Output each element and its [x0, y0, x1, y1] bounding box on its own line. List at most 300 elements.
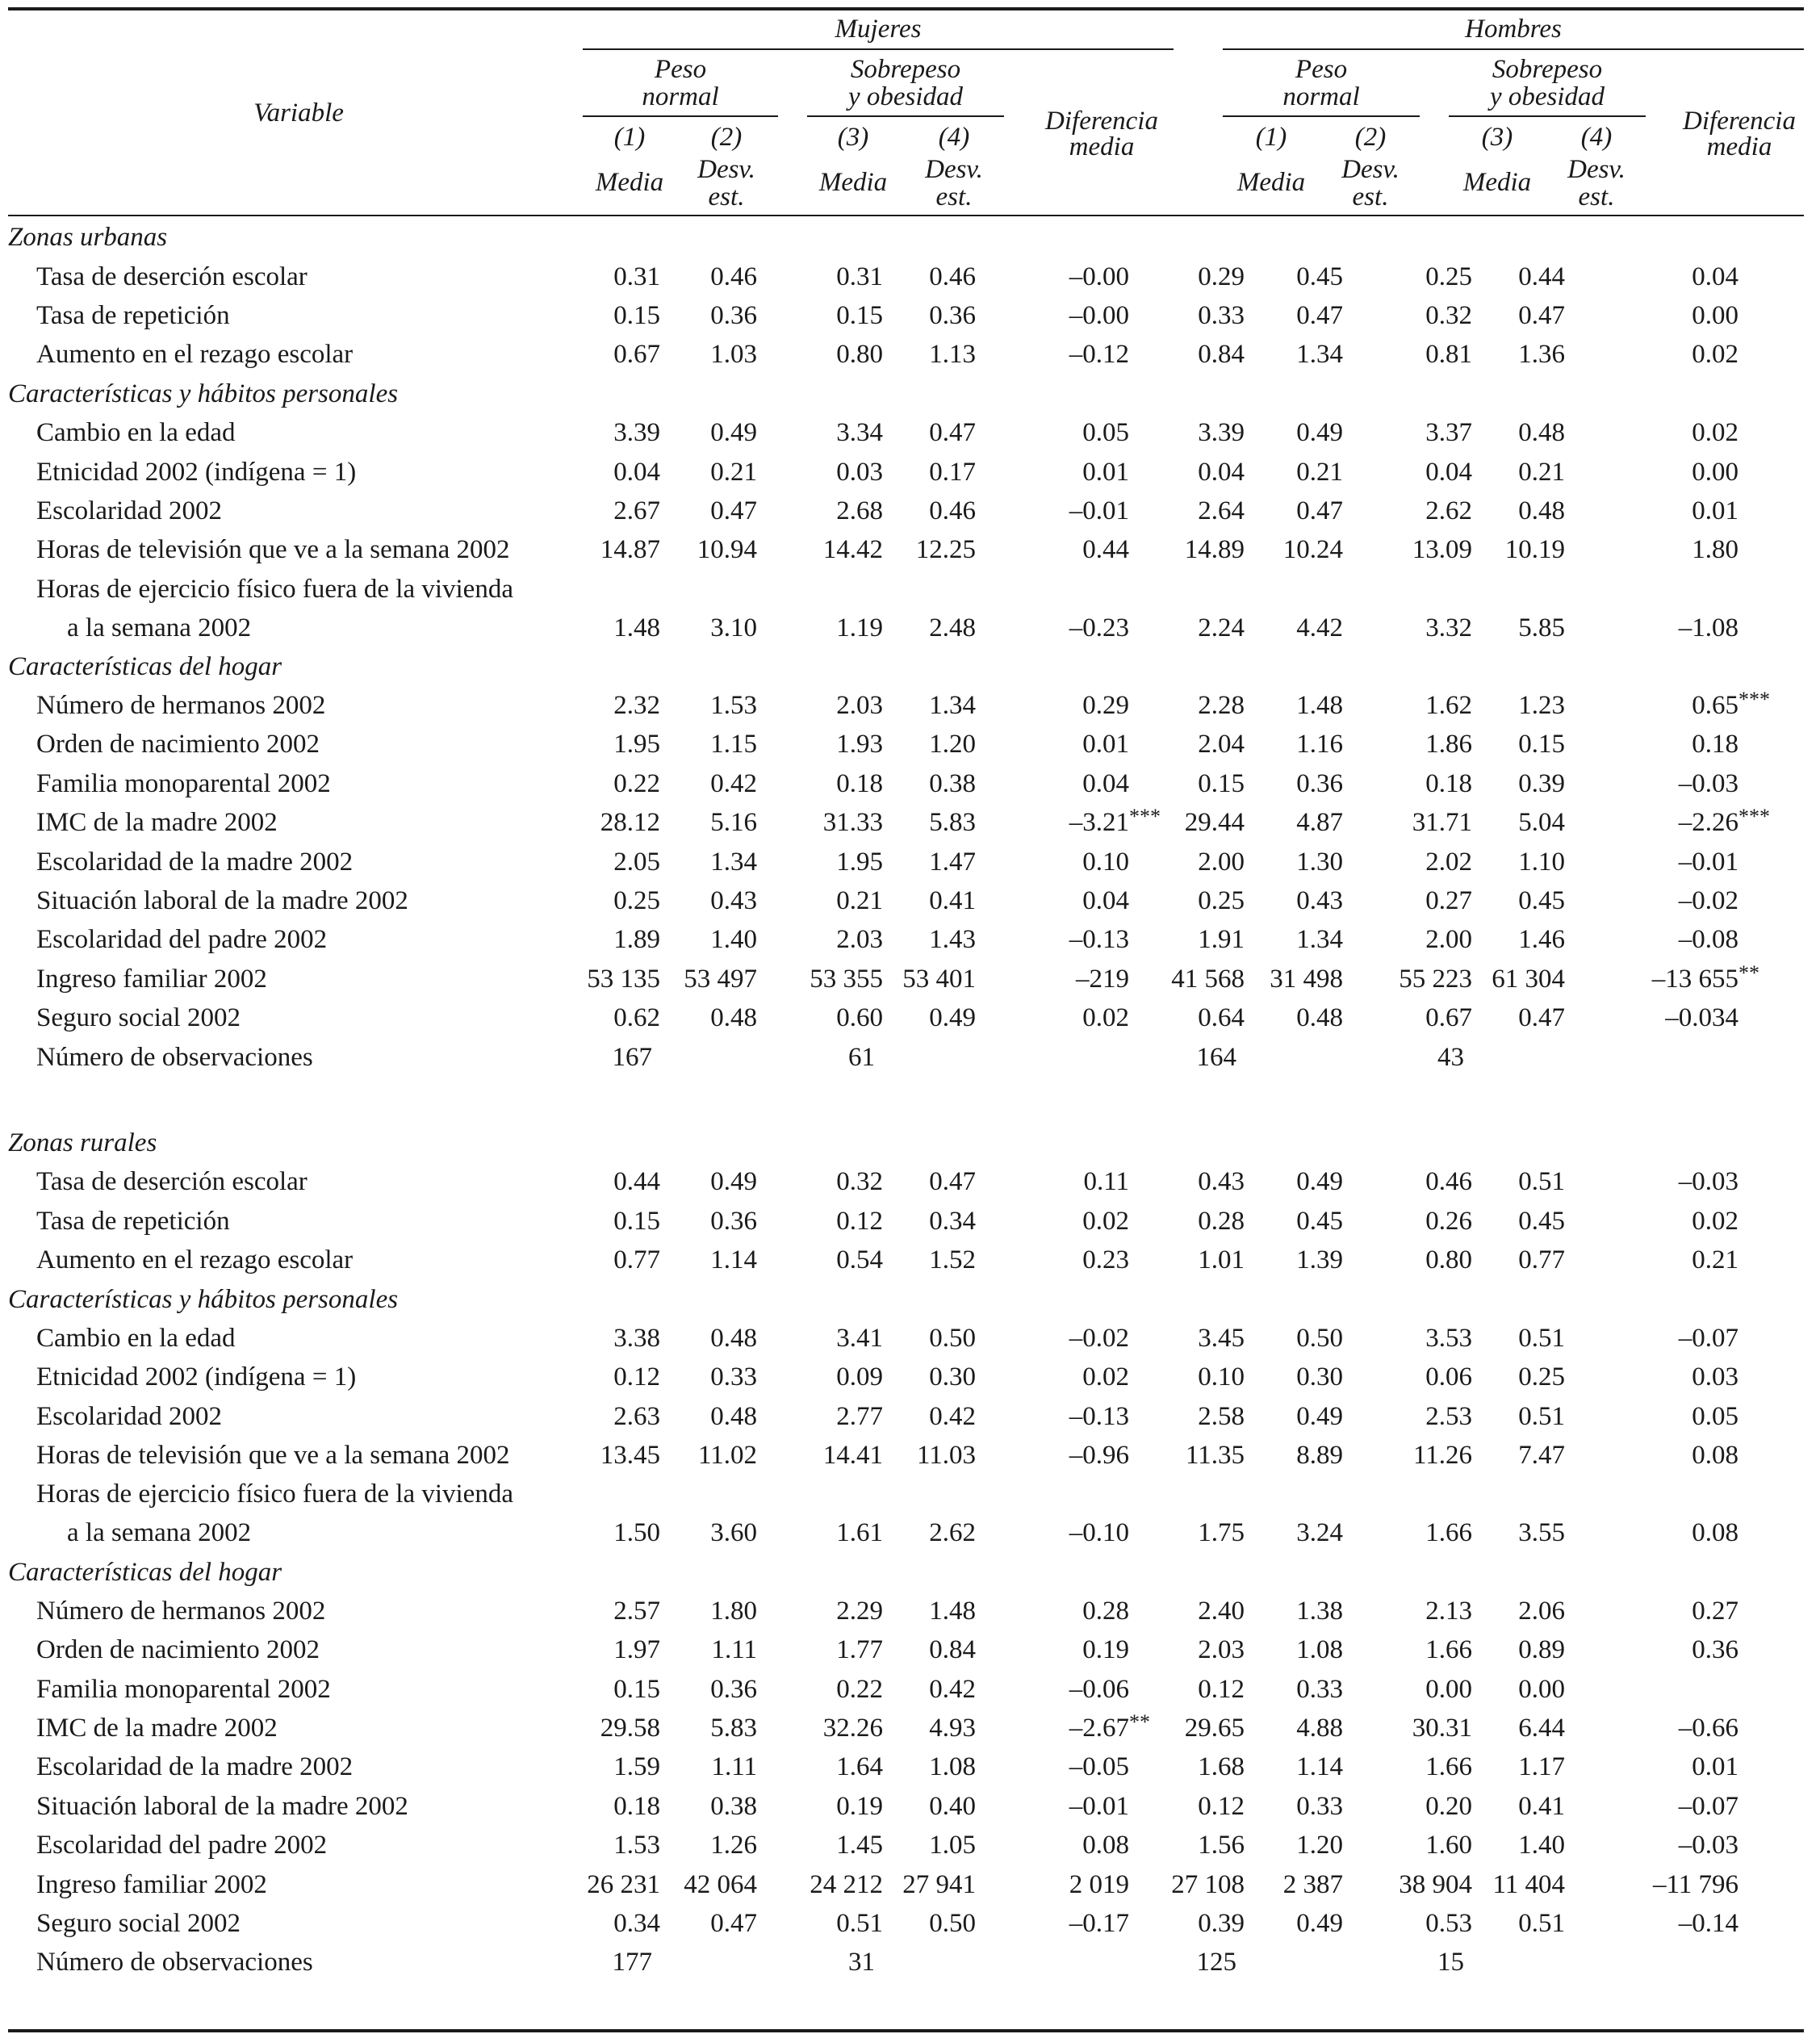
- mujeres-diferencia: [976, 686, 1129, 725]
- hombres-col-2: [1245, 842, 1343, 881]
- mujeres-col-4: [883, 1241, 976, 1279]
- cell-value: 167: [612, 1042, 652, 1072]
- mujeres-col-4: [883, 725, 976, 764]
- mujeres-diferencia: [976, 764, 1129, 803]
- section-title: Zonas urbanas: [8, 223, 168, 253]
- hombres-col-3: [1343, 1787, 1472, 1826]
- mujeres-col-3: [757, 1709, 883, 1747]
- cell-value: 0.45: [1296, 262, 1343, 291]
- hombres-col-3: [1343, 335, 1472, 374]
- m-peso-rule: [583, 115, 778, 117]
- cell-value: 0.54: [836, 1245, 883, 1275]
- hombres-diferencia: [1565, 1709, 1738, 1747]
- header-group-hombres: Hombres: [1465, 15, 1562, 44]
- hombres-diferencia: [1565, 803, 1738, 842]
- significance-stars: [1129, 1864, 1153, 1903]
- cell-value: 0.02: [1692, 340, 1738, 370]
- cell-value: –219: [1076, 964, 1129, 994]
- cell-value: 4.42: [1296, 613, 1343, 642]
- hombres-col-1: [1153, 998, 1245, 1037]
- row-label: Horas de televisión que ve a la semana 2002: [36, 1441, 510, 1471]
- significance-stars: [1738, 803, 1820, 842]
- cell-value: 0.20: [1425, 1791, 1472, 1821]
- hombres-col-2: [1245, 1864, 1343, 1903]
- hombres-col-2: [1245, 1436, 1343, 1475]
- cell-value: 0.33: [1296, 1791, 1343, 1821]
- cell-value: 0.21: [1692, 1245, 1738, 1275]
- table-row: [0, 1670, 1820, 1709]
- cell-value: 1.93: [836, 730, 883, 760]
- significance-stars: [1738, 1358, 1820, 1396]
- table-row: [0, 1162, 1820, 1201]
- row-label: Escolaridad de la madre 2002: [36, 847, 354, 877]
- hombres-col-4: [1472, 1592, 1565, 1630]
- cell-value: 0.50: [929, 1909, 976, 1939]
- mujeres-col-1: [575, 686, 660, 725]
- mujeres-col-3: [757, 1397, 883, 1436]
- table-row: [0, 1864, 1820, 1903]
- mujeres-col-4: [883, 998, 976, 1037]
- cell-value: 0.42: [929, 1401, 976, 1431]
- mujeres-col-4: [883, 1864, 976, 1903]
- cell-value: –0.96: [1069, 1441, 1129, 1471]
- mujeres-col-4: [883, 1436, 976, 1475]
- mujeres-col-4: [883, 452, 976, 491]
- cell-value: 24 212: [810, 1869, 883, 1899]
- mujeres-col-3: [757, 530, 883, 569]
- hombres-col-3: [1343, 492, 1472, 530]
- hombres-col-2: [1245, 1709, 1343, 1747]
- group-title: Características del hogar: [8, 1557, 282, 1587]
- mujeres-col-4: [883, 1475, 976, 1552]
- cell-value: 0.31: [613, 262, 660, 291]
- table-row: [0, 1475, 1820, 1552]
- table-row: [0, 530, 1820, 569]
- mujeres-col-3: [757, 1202, 883, 1241]
- mujeres-col-2: [660, 413, 757, 452]
- cell-value: –0.03: [1678, 1831, 1738, 1860]
- mujeres-col-1: [575, 1241, 660, 1279]
- hombres-col-4: [1472, 257, 1565, 295]
- cell-value: 2.40: [1198, 1596, 1245, 1626]
- cell-value: 0.02: [1082, 1003, 1129, 1033]
- mujeres-col-4: [883, 570, 976, 647]
- hombres-col-3: [1343, 1864, 1472, 1903]
- cell-value: 2 387: [1282, 1869, 1343, 1899]
- cell-value: 2.53: [1425, 1401, 1472, 1431]
- table-row: [0, 1241, 1820, 1279]
- cell-value: 2.63: [613, 1401, 660, 1431]
- hombres-col-3: [1343, 998, 1472, 1037]
- hombres-col-4: [1472, 1162, 1565, 1201]
- cell-value: 31.33: [822, 808, 883, 838]
- table-row: [0, 881, 1820, 920]
- table-row: [0, 492, 1820, 530]
- cell-value: 53 135: [587, 964, 660, 994]
- mujeres-col-1: [575, 1630, 660, 1669]
- group-header-row: [0, 1279, 1820, 1318]
- cell-value: 0.32: [836, 1167, 883, 1197]
- mujeres-col-4: [883, 492, 976, 530]
- hombres-col-1: [1153, 960, 1245, 998]
- cell-value: 0.38: [710, 1791, 757, 1821]
- cell-value: 0.44: [1082, 535, 1129, 565]
- empty-cell: [660, 1943, 757, 1982]
- mujeres-diferencia: [976, 842, 1129, 881]
- cell-value: 1.20: [929, 730, 976, 760]
- table-row: [0, 1358, 1820, 1396]
- m-col-1: (1): [613, 123, 646, 152]
- mujeres-col-1: [575, 1358, 660, 1396]
- mujeres-col-3: [757, 725, 883, 764]
- cell-value: 0.48: [1518, 496, 1565, 525]
- cell-value: 0.30: [1296, 1362, 1343, 1392]
- cell-value: 1.48: [1296, 691, 1343, 721]
- mujeres-col-1: [575, 1826, 660, 1864]
- hombres-col-3: [1343, 1319, 1472, 1358]
- h-media-1: Media: [1236, 168, 1306, 197]
- cell-value: 14.42: [822, 535, 883, 565]
- h-desv-2b: est.: [1352, 182, 1389, 211]
- mujeres-col-3: [757, 686, 883, 725]
- mujeres-col-4: [883, 1592, 976, 1630]
- hombres-col-4: [1472, 1319, 1565, 1358]
- cell-value: 2.32: [613, 691, 660, 721]
- mujeres-col-2: [660, 1747, 757, 1786]
- cell-value: 43: [1437, 1042, 1464, 1072]
- cell-value: 2.02: [1425, 847, 1472, 877]
- cell-value: 11.03: [916, 1441, 976, 1471]
- mujeres-col-1: [575, 881, 660, 920]
- cell-value: 0.84: [929, 1635, 976, 1665]
- hombres-col-1: [1153, 1670, 1245, 1709]
- mujeres-col-4: [883, 960, 976, 998]
- row-label: Número de observaciones: [36, 1948, 313, 1978]
- cell-value: 27 108: [1171, 1869, 1245, 1899]
- significance-stars: [1738, 1162, 1820, 1201]
- mujeres-col-1: [575, 413, 660, 452]
- hombres-observations: [1153, 1943, 1245, 1982]
- hombres-col-4: [1472, 296, 1565, 335]
- mujeres-col-1: [575, 1670, 660, 1709]
- hombres-col-2: [1245, 1358, 1343, 1396]
- hombres-col-1: [1153, 803, 1245, 842]
- cell-value: 0.05: [1692, 1401, 1738, 1431]
- cell-value: 3.34: [836, 418, 883, 448]
- cell-value: –0.03: [1678, 768, 1738, 798]
- hombres-col-2: [1245, 492, 1343, 530]
- cell-value: 0.18: [1692, 730, 1738, 760]
- hombres-col-1: [1153, 452, 1245, 491]
- empty-cell: [976, 1037, 1129, 1076]
- mujeres-col-1: [575, 452, 660, 491]
- mujeres-diferencia: [976, 257, 1129, 295]
- cell-value: 0.12: [1198, 1791, 1245, 1821]
- cell-value: 5.16: [710, 808, 757, 838]
- mujeres-col-4: [883, 686, 976, 725]
- mujeres-col-4: [883, 1358, 976, 1396]
- hombres-diferencia: [1565, 492, 1738, 530]
- hombres-col-3: [1343, 296, 1472, 335]
- significance-stars: [1738, 452, 1820, 491]
- significance-stars: [1738, 257, 1820, 295]
- table-row: [0, 1202, 1820, 1241]
- table-row: [0, 257, 1820, 295]
- data-table: [0, 218, 1820, 1982]
- significance-stars: [1129, 803, 1161, 842]
- m-col-4: (4): [938, 123, 970, 152]
- significance-stars: [1129, 725, 1153, 764]
- hombres-col-2: [1245, 1630, 1343, 1669]
- empty-cell: [1565, 1037, 1738, 1076]
- cell-value: 13.45: [600, 1441, 660, 1471]
- mujeres-col-4: [883, 1787, 976, 1826]
- significance-stars: [1129, 1630, 1153, 1669]
- mujeres-col-1: [575, 1709, 660, 1747]
- mujeres-col-1: [575, 1436, 660, 1475]
- header-bottom-rule: [8, 215, 1804, 216]
- mujeres-col-2: [660, 1358, 757, 1396]
- cell-value: 0.15: [1518, 730, 1565, 760]
- cell-value: 0.04: [1082, 886, 1129, 916]
- cell-value: 0.10: [1198, 1362, 1245, 1392]
- hombres-col-3: [1343, 1475, 1472, 1552]
- cell-value: 0.47: [1518, 300, 1565, 330]
- row-label: Ingreso familiar 2002: [36, 964, 267, 994]
- cell-value: 0.49: [710, 418, 757, 448]
- hombres-col-1: [1153, 257, 1245, 295]
- hombres-col-2: [1245, 998, 1343, 1037]
- mujeres-col-1: [575, 1864, 660, 1903]
- hombres-diferencia: [1565, 296, 1738, 335]
- cell-value: 0.45: [1518, 1206, 1565, 1236]
- cell-value: 1.17: [1518, 1752, 1565, 1782]
- mujeres-diferencia: [976, 1358, 1129, 1396]
- cell-value: 10.94: [697, 535, 757, 565]
- cell-value: 1.34: [1296, 925, 1343, 955]
- mujeres-diferencia: [976, 492, 1129, 530]
- mujeres-diferencia: [976, 998, 1129, 1037]
- hombres-col-1: [1153, 1475, 1245, 1552]
- empty-cell: [883, 1037, 976, 1076]
- empty-cell: [1129, 1037, 1153, 1076]
- cell-value: 0.40: [929, 1791, 976, 1821]
- hombres-col-2: [1245, 1787, 1343, 1826]
- hombres-col-2: [1245, 413, 1343, 452]
- significance-stars: [1129, 881, 1153, 920]
- hombres-col-4: [1472, 1670, 1565, 1709]
- cell-value: 1.77: [836, 1635, 883, 1665]
- hombres-col-2: [1245, 1162, 1343, 1201]
- cell-value: 0.51: [1518, 1323, 1565, 1353]
- row-label: Número de hermanos 2002: [36, 1596, 326, 1626]
- cell-value: 0.09: [836, 1362, 883, 1392]
- mujeres-col-1: [575, 1397, 660, 1436]
- cell-value: 0.62: [613, 1003, 660, 1033]
- cell-value: 1.10: [1518, 847, 1565, 877]
- cell-value: 0.28: [1198, 1206, 1245, 1236]
- mujeres-col-3: [757, 570, 883, 647]
- hombres-diferencia: [1565, 1670, 1738, 1709]
- significance-stars: [1738, 920, 1820, 959]
- mujeres-diferencia: [976, 960, 1129, 998]
- cell-value: 29.44: [1184, 808, 1245, 838]
- cell-value: 0.81: [1425, 340, 1472, 370]
- cell-value: 0.77: [1518, 1245, 1565, 1275]
- cell-value: –1.08: [1678, 613, 1738, 642]
- mujeres-col-1: [575, 1904, 660, 1943]
- mujeres-diferencia: [976, 1904, 1129, 1943]
- hombres-col-2: [1245, 530, 1343, 569]
- mujeres-diferencia: [976, 1670, 1129, 1709]
- cell-value: –0.02: [1069, 1323, 1129, 1353]
- cell-value: 3.41: [836, 1323, 883, 1353]
- cell-value: 2.28: [1198, 691, 1245, 721]
- cell-value: 0.51: [836, 1909, 883, 1939]
- cell-value: 0.51: [1518, 1909, 1565, 1939]
- cell-value: 0.65: [1692, 691, 1738, 721]
- mujeres-col-1: [575, 570, 660, 647]
- hombres-col-4: [1472, 1241, 1565, 1279]
- mujeres-diferencia: [976, 1630, 1129, 1669]
- cell-value: 0.27: [1425, 886, 1472, 916]
- mujeres-col-1: [575, 960, 660, 998]
- hombres-col-4: [1472, 960, 1565, 998]
- significance-stars: [1738, 1904, 1820, 1943]
- cell-value: –13 655: [1651, 964, 1738, 994]
- cell-value: –0.08: [1678, 925, 1738, 955]
- cell-value: 0.21: [1296, 457, 1343, 487]
- significance-stars: [1738, 296, 1820, 335]
- hombres-diferencia: [1565, 1358, 1738, 1396]
- hombres-col-1: [1153, 764, 1245, 803]
- cell-value: 4.93: [929, 1714, 976, 1743]
- cell-value: 0.43: [710, 886, 757, 916]
- cell-value: 41 568: [1171, 964, 1245, 994]
- significance-stars: [1738, 842, 1820, 881]
- mujeres-col-4: [883, 335, 976, 374]
- mujeres-diferencia: [976, 1709, 1129, 1747]
- cell-value: 0.08: [1082, 1831, 1129, 1860]
- cell-value: 0.60: [836, 1003, 883, 1033]
- hombres-col-3: [1343, 686, 1472, 725]
- cell-value: 0.38: [929, 768, 976, 798]
- mujeres-col-2: [660, 1319, 757, 1358]
- cell-value: 1.23: [1518, 691, 1565, 721]
- cell-value: 0.45: [1518, 886, 1565, 916]
- mujeres-col-4: [883, 764, 976, 803]
- section-title: Zonas rurales: [8, 1128, 157, 1157]
- cell-value: 1.34: [929, 691, 976, 721]
- cell-value: 0.22: [613, 768, 660, 798]
- cell-value: 7.47: [1518, 1441, 1565, 1471]
- mujeres-col-2: [660, 1670, 757, 1709]
- cell-value: 3.60: [710, 1518, 757, 1548]
- hombres-col-1: [1153, 1162, 1245, 1201]
- cell-value: 1.43: [929, 925, 976, 955]
- cell-value: 2.58: [1198, 1401, 1245, 1431]
- cell-value: 3.38: [613, 1323, 660, 1353]
- cell-value: 0.21: [710, 457, 757, 487]
- row-label: IMC de la madre 2002: [36, 808, 278, 838]
- cell-value: 3.39: [1198, 418, 1245, 448]
- significance-stars: [1129, 764, 1153, 803]
- spacer: [0, 1077, 1820, 1124]
- hombres-diferencia: [1565, 1787, 1738, 1826]
- cell-value: 0.36: [1692, 1635, 1738, 1665]
- cell-value: 14.89: [1184, 535, 1245, 565]
- cell-value: 61 304: [1492, 964, 1565, 994]
- mujeres-diferencia: [976, 803, 1129, 842]
- hombres-col-4: [1472, 881, 1565, 920]
- cell-value: 0.04: [1692, 262, 1738, 291]
- cell-value: 0.46: [929, 262, 976, 291]
- cell-value: 1.97: [613, 1635, 660, 1665]
- significance-stars: [1129, 1592, 1153, 1630]
- cell-value: 1.19: [836, 613, 883, 642]
- mujeres-col-2: [660, 1202, 757, 1241]
- row-label: Orden de nacimiento 2002: [36, 730, 320, 760]
- hombres-col-2: [1245, 1397, 1343, 1436]
- cell-value: 125: [1196, 1948, 1236, 1978]
- significance-stars: [1738, 1436, 1820, 1475]
- cell-value: 2.05: [613, 847, 660, 877]
- row-label: Tasa de deserción escolar: [36, 1167, 308, 1197]
- cell-value: 4.87: [1296, 808, 1343, 838]
- row-label: Cambio en la edad: [36, 1323, 236, 1353]
- cell-value: 0.80: [836, 340, 883, 370]
- cell-value: 1.20: [1296, 1831, 1343, 1860]
- hombres-col-2: [1245, 803, 1343, 842]
- row-label: Número de observaciones: [36, 1042, 313, 1072]
- mujeres-col-2: [660, 296, 757, 335]
- table-row: [0, 452, 1820, 491]
- cell-value: 2.48: [929, 613, 976, 642]
- mujeres-col-3: [757, 1670, 883, 1709]
- empty-cell: [1738, 1037, 1820, 1076]
- cell-value: 0.41: [1518, 1791, 1565, 1821]
- cell-value: 0.25: [613, 886, 660, 916]
- cell-value: 2.03: [836, 925, 883, 955]
- cell-value: 55 223: [1399, 964, 1472, 994]
- mujeres-col-2: [660, 1709, 757, 1747]
- hombres-col-1: [1153, 1864, 1245, 1903]
- significance-stars: [1738, 725, 1820, 764]
- bottom-rule: [8, 2029, 1804, 2032]
- cell-value: 2.62: [1425, 496, 1472, 525]
- cell-value: 0.06: [1425, 1362, 1472, 1392]
- mujeres-col-1: [575, 998, 660, 1037]
- group-header-row: [0, 375, 1820, 413]
- cell-value: 5.83: [929, 808, 976, 838]
- mujeres-diferencia: [976, 452, 1129, 491]
- cell-value: –2.26: [1678, 808, 1738, 838]
- cell-value: 0.47: [1296, 496, 1343, 525]
- hombres-col-1: [1153, 1630, 1245, 1669]
- mujeres-col-3: [757, 1826, 883, 1864]
- cell-value: 2.06: [1518, 1596, 1565, 1626]
- cell-value: 0.43: [1296, 886, 1343, 916]
- cell-value: 177: [612, 1948, 652, 1978]
- cell-value: 0.15: [613, 1206, 660, 1236]
- hombres-col-1: [1153, 1436, 1245, 1475]
- cell-value: 27 941: [902, 1869, 976, 1899]
- h-peso-line1: Peso: [1295, 55, 1348, 84]
- mujeres-col-2: [660, 803, 757, 842]
- cell-value: 1.50: [613, 1518, 660, 1548]
- hombres-diferencia: [1565, 570, 1738, 647]
- cell-value: 0.05: [1082, 418, 1129, 448]
